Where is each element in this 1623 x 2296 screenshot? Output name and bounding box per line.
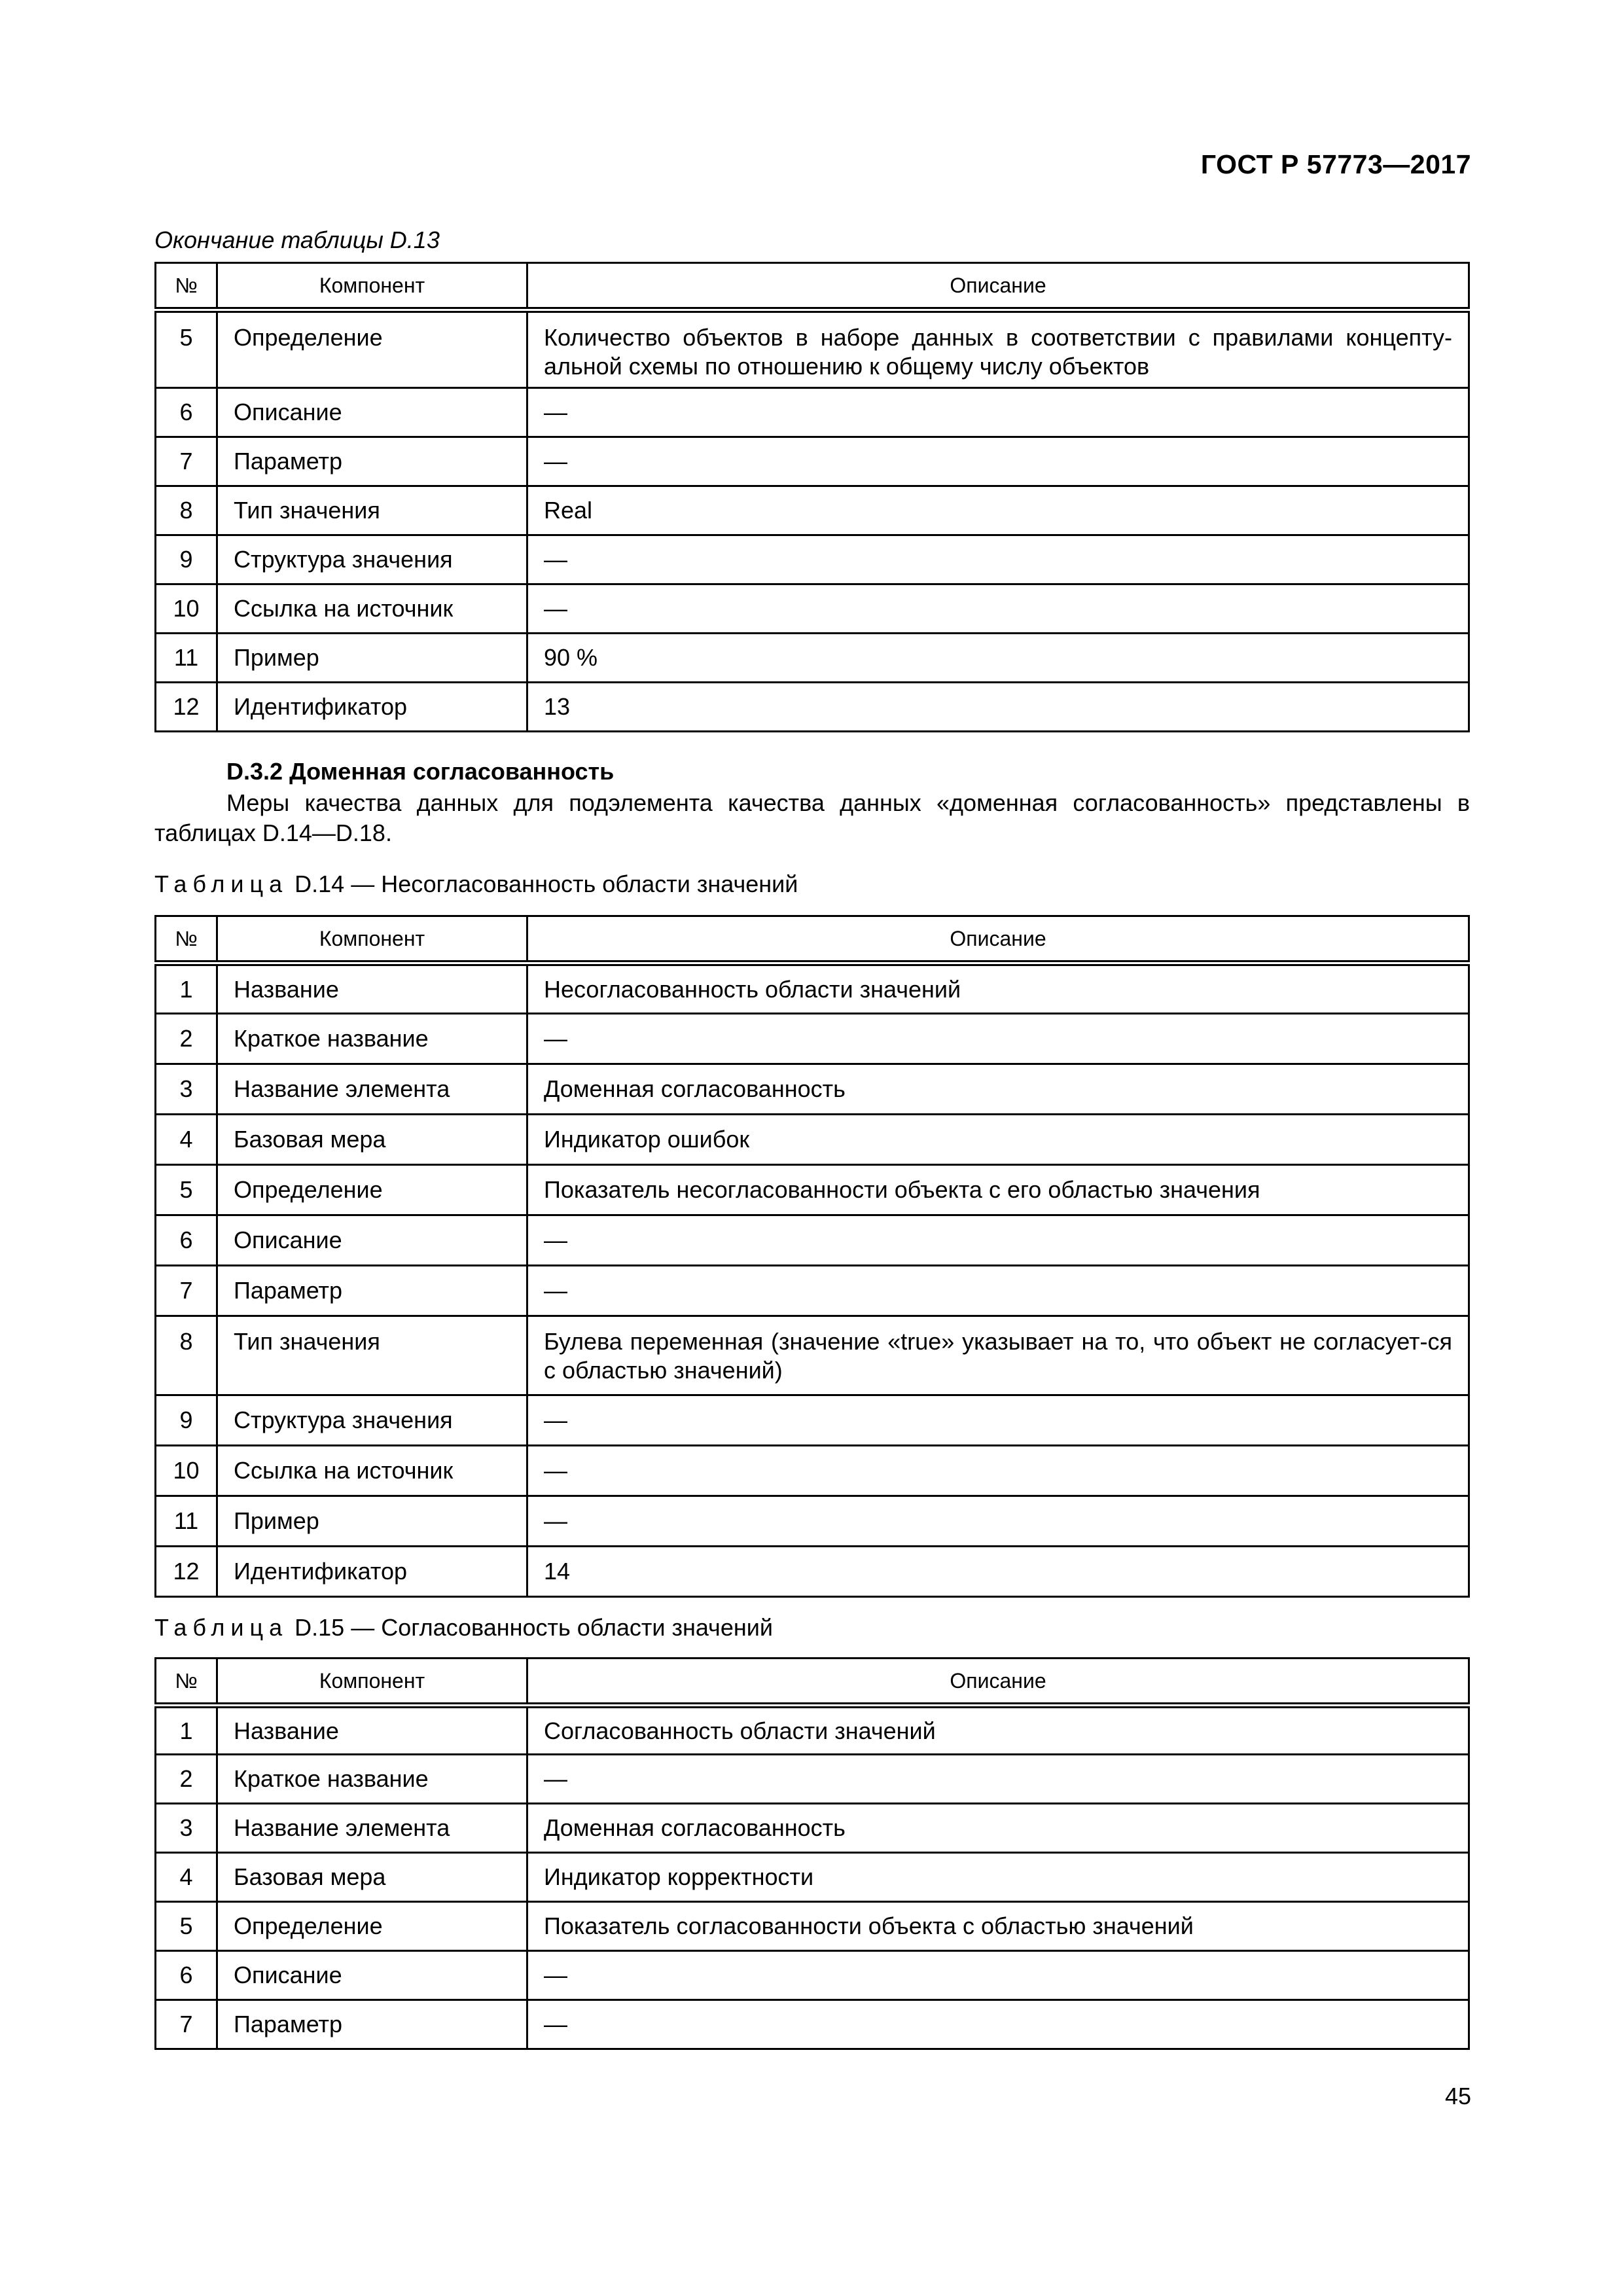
row-component: Описание bbox=[217, 1215, 527, 1266]
table-row bbox=[156, 1547, 1469, 1597]
column-header-component: Компонент bbox=[217, 916, 527, 963]
row-component: Название bbox=[217, 1706, 527, 1755]
row-component: Параметр bbox=[217, 2000, 527, 2049]
row-number: 2 bbox=[156, 1014, 217, 1064]
row-number: 5 bbox=[156, 310, 217, 388]
row-number: 4 bbox=[156, 1853, 217, 1902]
row-number: 11 bbox=[156, 634, 217, 683]
row-number: 3 bbox=[156, 1804, 217, 1853]
row-number: 5 bbox=[156, 1165, 217, 1215]
row-description: Количество объектов в наборе данных в соответствии с правилами концепту-альной схемы по отношению к общему числу объектов bbox=[527, 310, 1469, 388]
row-number: 2 bbox=[156, 1755, 217, 1804]
row-component: Базовая мера bbox=[217, 1853, 527, 1902]
caption-prefix: Таблица bbox=[154, 870, 289, 897]
table-row bbox=[156, 963, 1469, 1014]
row-component: Название bbox=[217, 963, 527, 1014]
row-number: 11 bbox=[156, 1496, 217, 1547]
table-row bbox=[156, 1064, 1469, 1115]
column-header-description: Описание bbox=[527, 916, 1469, 963]
column-header-description: Описание bbox=[527, 1659, 1469, 1706]
row-number: 6 bbox=[156, 1215, 217, 1266]
table-row bbox=[156, 1215, 1469, 1266]
table-row bbox=[156, 1951, 1469, 2000]
row-description: — bbox=[527, 2000, 1469, 2049]
row-number: 4 bbox=[156, 1115, 217, 1165]
table-row bbox=[156, 1395, 1469, 1446]
table-row bbox=[156, 683, 1469, 732]
row-description: Индикатор корректности bbox=[527, 1853, 1469, 1902]
section-number: D.3.2 bbox=[226, 758, 283, 785]
row-description: — bbox=[527, 584, 1469, 634]
caption-prefix: Таблица bbox=[154, 1614, 289, 1641]
table-d15-caption bbox=[154, 1614, 773, 1641]
row-component: Пример bbox=[217, 1496, 527, 1547]
row-number: 12 bbox=[156, 683, 217, 732]
row-component: Краткое название bbox=[217, 1014, 527, 1064]
table-row bbox=[156, 535, 1469, 584]
column-header-number: № bbox=[156, 263, 217, 310]
row-description: Показатель согласованности объекта с областью значений bbox=[527, 1902, 1469, 1951]
row-component: Пример bbox=[217, 634, 527, 683]
row-component: Описание bbox=[217, 1951, 527, 2000]
row-number: 12 bbox=[156, 1547, 217, 1597]
row-number: 7 bbox=[156, 437, 217, 486]
row-number: 7 bbox=[156, 2000, 217, 2049]
caption-text: D.15 — Согласованность области значений bbox=[288, 1614, 773, 1641]
row-description: — bbox=[527, 1395, 1469, 1446]
table-row bbox=[156, 2000, 1469, 2049]
row-number: 8 bbox=[156, 486, 217, 535]
row-number: 10 bbox=[156, 584, 217, 634]
caption-text: D.14 — Несогласованность области значений bbox=[288, 870, 798, 897]
table-row bbox=[156, 1853, 1469, 1902]
row-component: Определение bbox=[217, 1902, 527, 1951]
row-description: — bbox=[527, 535, 1469, 584]
row-description: Несогласованность области значений bbox=[527, 963, 1469, 1014]
standard-code: ГОСТ Р 57773—2017 bbox=[1200, 149, 1471, 179]
table-row bbox=[156, 634, 1469, 683]
row-description: Индикатор ошибок bbox=[527, 1115, 1469, 1165]
row-description: 90 % bbox=[527, 634, 1469, 683]
row-description: Согласованность области значений bbox=[527, 1706, 1469, 1755]
table-row bbox=[156, 1266, 1469, 1316]
row-description: Real bbox=[527, 486, 1469, 535]
section-heading bbox=[226, 758, 614, 785]
column-header-description: Описание bbox=[527, 263, 1469, 310]
row-number: 10 bbox=[156, 1446, 217, 1496]
row-component: Определение bbox=[217, 1165, 527, 1215]
row-description: — bbox=[527, 1266, 1469, 1316]
row-description: 14 bbox=[527, 1547, 1469, 1597]
row-description: Булева переменная (значение «true» указывает на то, что объект не согласует-ся с областью значений) bbox=[527, 1316, 1469, 1395]
row-description: — bbox=[527, 1951, 1469, 2000]
row-description: Показатель несогласованности объекта с его областью значения bbox=[527, 1165, 1469, 1215]
table-row bbox=[156, 1446, 1469, 1496]
table-row bbox=[156, 310, 1469, 388]
table-d14 bbox=[154, 915, 1470, 1598]
table-row bbox=[156, 1316, 1469, 1395]
column-header-number: № bbox=[156, 916, 217, 963]
row-description: Доменная согласованность bbox=[527, 1804, 1469, 1853]
row-description: 13 bbox=[527, 683, 1469, 732]
row-component: Название элемента bbox=[217, 1064, 527, 1115]
table-row bbox=[156, 1902, 1469, 1951]
row-component: Структура значения bbox=[217, 535, 527, 584]
row-component: Идентификатор bbox=[217, 683, 527, 732]
section-title: Доменная согласованность bbox=[289, 758, 615, 785]
row-component: Структура значения bbox=[217, 1395, 527, 1446]
row-description: — bbox=[527, 1446, 1469, 1496]
row-number: 9 bbox=[156, 535, 217, 584]
row-number: 8 bbox=[156, 1316, 217, 1395]
table-row bbox=[156, 1706, 1469, 1755]
row-description: — bbox=[527, 1496, 1469, 1547]
row-component: Определение bbox=[217, 310, 527, 388]
table-row bbox=[156, 584, 1469, 634]
row-number: 3 bbox=[156, 1064, 217, 1115]
row-number: 6 bbox=[156, 1951, 217, 2000]
row-component: Название элемента bbox=[217, 1804, 527, 1853]
row-number: 1 bbox=[156, 963, 217, 1014]
table-row bbox=[156, 1115, 1469, 1165]
table-row bbox=[156, 486, 1469, 535]
row-number: 5 bbox=[156, 1902, 217, 1951]
row-component: Параметр bbox=[217, 1266, 527, 1316]
column-header-number: № bbox=[156, 1659, 217, 1706]
row-description: Доменная согласованность bbox=[527, 1064, 1469, 1115]
table-cont-caption: Окончание таблицы D.13 bbox=[154, 226, 440, 253]
table-d14-caption bbox=[154, 870, 798, 898]
row-description: — bbox=[527, 1215, 1469, 1266]
row-description: — bbox=[527, 437, 1469, 486]
row-description: — bbox=[527, 1014, 1469, 1064]
row-component: Тип значения bbox=[217, 486, 527, 535]
row-component: Ссылка на источник bbox=[217, 1446, 527, 1496]
table-d13-continuation bbox=[154, 262, 1470, 732]
row-number: 9 bbox=[156, 1395, 217, 1446]
table-row bbox=[156, 1755, 1469, 1804]
page-number: 45 bbox=[1444, 2083, 1471, 2109]
row-component: Описание bbox=[217, 388, 527, 437]
column-header-component: Компонент bbox=[217, 263, 527, 310]
table-row bbox=[156, 388, 1469, 437]
row-component: Краткое название bbox=[217, 1755, 527, 1804]
row-number: 7 bbox=[156, 1266, 217, 1316]
table-d15 bbox=[154, 1657, 1470, 2050]
row-component: Тип значения bbox=[217, 1316, 527, 1395]
row-component: Ссылка на источник bbox=[217, 584, 527, 634]
section-paragraph: Меры качества данных для подэлемента качества данных «доменная согласованность» представлены в таблицах D.14—D.18. bbox=[154, 789, 1470, 846]
table-row bbox=[156, 1496, 1469, 1547]
row-description: — bbox=[527, 388, 1469, 437]
table-row bbox=[156, 1014, 1469, 1064]
table-row bbox=[156, 1165, 1469, 1215]
row-number: 1 bbox=[156, 1706, 217, 1755]
table-row bbox=[156, 1804, 1469, 1853]
row-component: Идентификатор bbox=[217, 1547, 527, 1597]
column-header-component: Компонент bbox=[217, 1659, 527, 1706]
row-number: 6 bbox=[156, 388, 217, 437]
row-component: Базовая мера bbox=[217, 1115, 527, 1165]
row-component: Параметр bbox=[217, 437, 527, 486]
table-row bbox=[156, 437, 1469, 486]
row-description: — bbox=[527, 1755, 1469, 1804]
